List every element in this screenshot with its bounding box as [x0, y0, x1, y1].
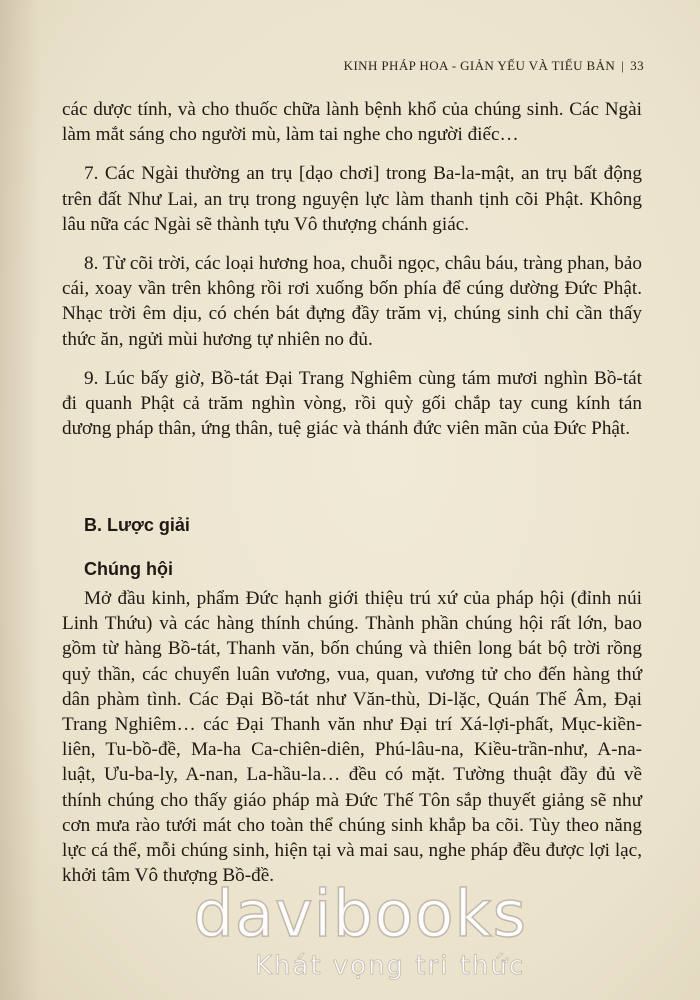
paragraph-continuation: các dược tính, và cho thuốc chữa lành bệnh khổ của chúng sinh. Các Ngài làm mắt sáng cho người mù, làm tai nghe cho người điếc…: [62, 99, 642, 146]
section-heading: B. Lược giải: [84, 515, 190, 535]
paragraph-8: 8. Từ cõi trời, các loại hương hoa, chuỗi ngọc, châu báu, tràng phan, bảo cái, xoay vần trên không rồi rơi xuống bốn phía để cúng dường Đức Phật. Nhạc trời êm dịu, có chén bát đựng đầy trăm vị, chúng sinh chỉ cần thấy thức ăn, ngửi mùi hương tự nhiên no đủ.: [62, 253, 642, 350]
running-header: [344, 58, 644, 74]
publisher-watermark: [150, 880, 570, 982]
page-gutter-shadow: [0, 0, 40, 1000]
watermark-tagline: Khát vọng tri thức: [254, 951, 526, 981]
page-content: [62, 97, 642, 887]
sub-heading: Chúng hội: [84, 559, 173, 579]
header-separator: |: [621, 58, 625, 73]
watermark-brand: davibooks: [193, 878, 527, 952]
page-number: 33: [630, 58, 644, 73]
paragraph-9: 9. Lúc bấy giờ, Bồ-tát Đại Trang Nghiêm cùng tám mươi nghìn Bồ-tát đi quanh Phật cả trăm nghìn vòng, rồi quỳ gối chắp tay cung kính tán dương pháp thân, ứng thân, tuệ giác và thánh đức viên mãn của Đức Phật.: [62, 367, 642, 440]
commentary-paragraph: Mở đầu kinh, phẩm Đức hạnh giới thiệu trú xứ của pháp hội (đỉnh núi Linh Thứu) và các hàng thính chúng. Thành phần chúng hội rất lớn, bao gồm từ hàng Bồ-tát, Thanh văn, bốn chúng và thiên long bát bộ trời rồng quỷ thần, các chuyển luân vương, vua, quan, vương tử cho đến hàng thứ dân phàm tình. Các Đại Bồ-tát như Văn-thù, Di-lặc, Quán Thế Âm, Đại Trang Nghiêm… các Đại Thanh văn như Đại trí Xá-lợi-phất, Mục-kiền-liên, Tu-bồ-đề, Ma-ha Ca-chiên-diên, Phú-lâu-na, Kiều-trần-như, A-na-luật, Ưu-ba-ly, A-nan, La-hầu-la… đều có mặt. Tường thuật đầy đủ về thính chúng cho thấy giáo pháp mà Đức Thế Tôn sắp thuyết giảng sẽ như cơn mưa rào tưới mát cho toàn thể chúng sinh khắp ba cõi. Tùy theo năng lực cá thể, mỗi chúng sinh, hiện tại và mai sau, nghe pháp đều được lợi lạc, khởi tâm Vô thượng Bồ-đề.: [62, 588, 642, 887]
paragraph-7: 7. Các Ngài thường an trụ [dạo chơi] trong Ba-la-mật, an trụ bất động trên đất Như Lai, an trụ trong nguyện lực làm thanh tịnh cõi Phật. Không lâu nữa các Ngài sẽ thành tựu Vô thượng chánh giác.: [62, 163, 642, 235]
header-title: KINH PHÁP HOA - GIẢN YẾU VÀ TIỂU BẢN: [343, 58, 616, 73]
